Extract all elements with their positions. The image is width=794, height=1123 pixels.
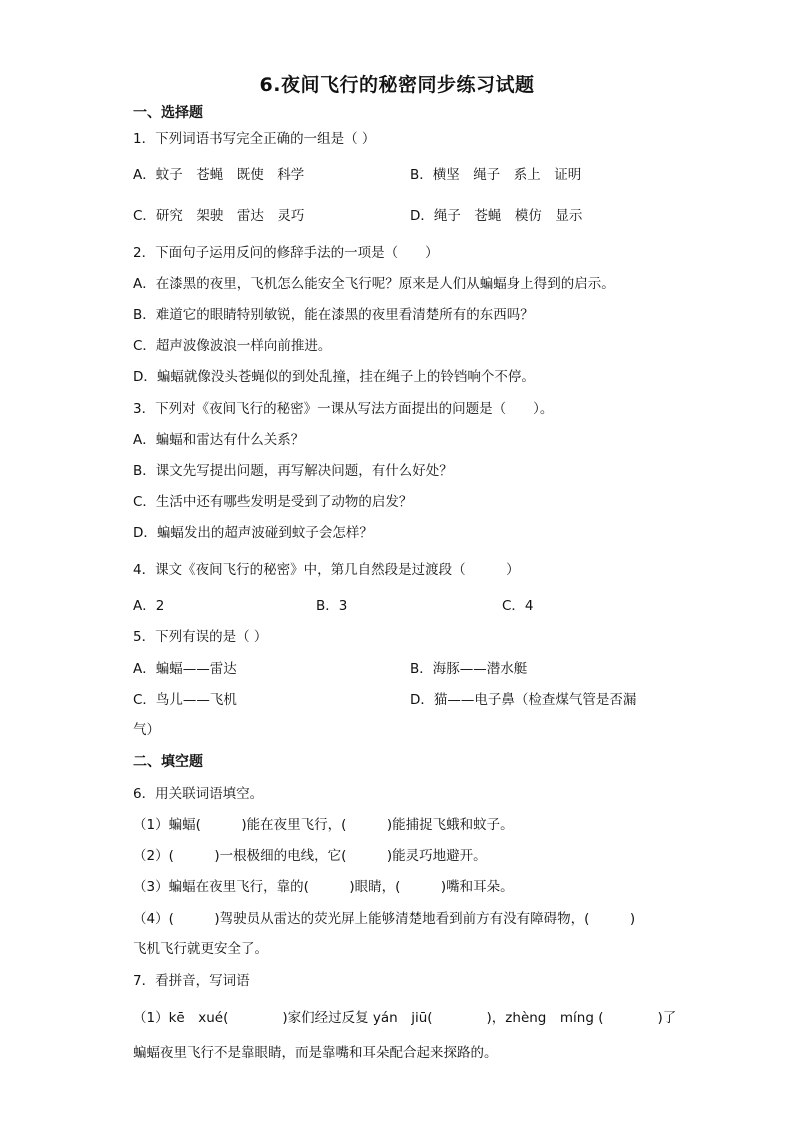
page-title: 6.夜间飞行的秘密同步练习试题 [259,74,535,96]
question-6-item-3: （3）蝙蝠在夜里飞行，靠的( )眼睛，( )嘴和耳朵。 [133,879,514,895]
section-heading-fill: 二、填空题 [133,754,203,770]
section-heading-choice: 一、选择题 [133,105,203,121]
question-1-option-b: B．横坚 绳子 系上 证明 [410,167,582,183]
question-6-stem: 6．用关联词语填空。 [133,786,264,802]
question-7-item-1-continued: 蝙蝠夜里飞行不是靠眼睛，而是靠嘴和耳朵配合起来探路的。 [133,1045,498,1061]
question-2-option-a: A．在漆黑的夜里，飞机怎么能安全飞行呢？原来是人们从蝙蝠身上得到的启示。 [133,276,615,292]
question-6-item-4-continued: 飞机飞行就更安全了。 [133,941,268,957]
question-5-option-d-continued: 气） [133,722,160,738]
question-3-option-c: C．生活中还有哪些发明是受到了动物的启发？ [133,494,413,510]
question-5-option-a: A．蝙蝠——雷达 [133,661,237,677]
question-3-option-a: A．蝙蝠和雷达有什么关系？ [133,432,305,448]
question-4-option-c: C．4 [502,598,534,614]
question-2-option-b: B．难道它的眼睛特别敏锐，能在漆黑的夜里看清楚所有的东西吗？ [133,307,534,323]
question-3-stem: 3．下列对《夜间飞行的秘密》一课从写法方面提出的问题是（ ）。 [133,401,554,417]
question-3-option-b: B．课文先写提出问题，再写解决问题，有什么好处？ [133,463,453,479]
question-2-option-d: D．蝙蝠就像没头苍蝇似的到处乱撞，挂在绳子上的铃铛响个不停。 [133,369,535,385]
question-7-item-1: （1）kē xué( )家们经过反复 yán jiū( )，zhèng míng ( )了 [133,1010,677,1026]
question-1-option-d: D．绳子 苍蝇 模仿 显示 [410,208,583,224]
question-2-stem: 2．下面句子运用反问的修辞手法的一项是（ ） [133,245,439,261]
question-5-option-c: C．鸟儿——飞机 [133,692,237,708]
question-5-option-d: D．猫——电子鼻（检查煤气管是否漏 [410,692,637,708]
question-1-option-a: A．蚊子 苍蝇 既使 科学 [133,167,305,183]
question-6-item-1: （1）蝙蝠( )能在夜里飞行，( )能捕捉飞蛾和蚊子。 [133,817,514,833]
question-4-stem: 4．课文《夜间飞行的秘密》中，第几自然段是过渡段（ ） [133,562,520,578]
question-1-option-c: C．研究 架驶 雷达 灵巧 [133,208,305,224]
question-6-item-2: （2）( )一根极细的电线，它( )能灵巧地避开。 [133,848,487,864]
question-3-option-d: D．蝙蝠发出的超声波碰到蚊子会怎样？ [133,525,373,541]
question-5-stem: 5．下列有误的是（ ） [133,629,268,645]
question-7-stem: 7．看拼音，写词语 [133,973,250,989]
question-1-stem: 1．下列词语书写完全正确的一组是（ ） [133,131,376,147]
question-6-item-4: （4）( )驾驶员从雷达的荧光屏上能够清楚地看到前方有没有障碍物，( ) [133,911,636,927]
question-2-option-c: C．超声波像波浪一样向前推进。 [133,338,332,354]
question-5-option-b: B．海豚——潜水艇 [410,661,528,677]
question-4-option-b: B．3 [316,598,348,614]
question-4-option-a: A．2 [133,598,165,614]
